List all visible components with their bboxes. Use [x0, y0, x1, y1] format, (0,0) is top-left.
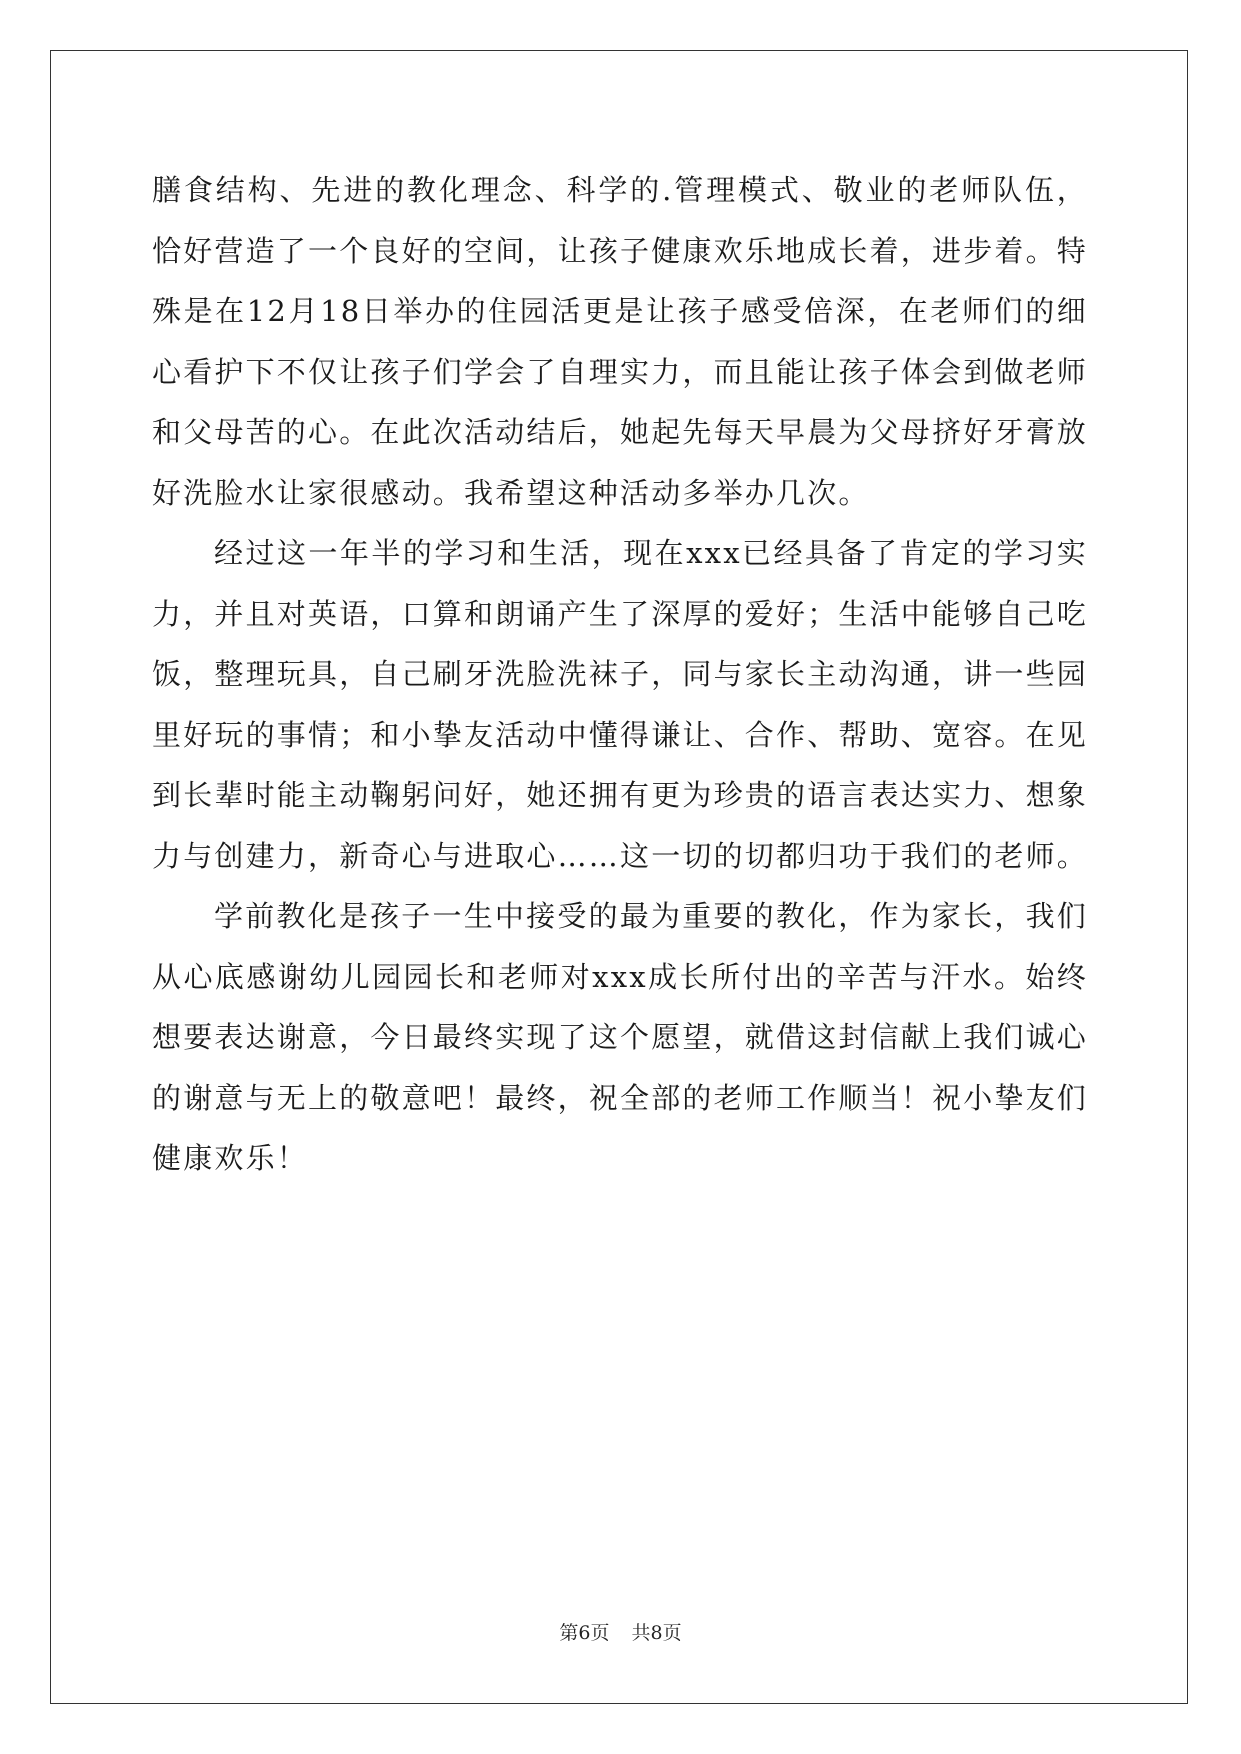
paragraph-3: 学前教化是孩子一生中接受的最为重要的教化，作为家长，我们从心底感谢幼儿园园长和老师对xxx成长所付出的辛苦与汗水。始终想要表达谢意，今日最终实现了这个愿望，就借这封信献上我们诚心的谢意与无上的敬意吧！最终，祝全部的老师工作顺当！祝小挚友们健康欢乐！ — [152, 899, 1089, 1175]
paragraph-2: 经过这一年半的学习和生活，现在xxx已经具备了肯定的学习实力，并且对英语，口算和朗诵产生了深厚的爱好；生活中能够自己吃饭，整理玩具，自己刷牙洗脸洗袜子，同与家长主动沟通，讲一些园里好玩的事情；和小挚友活动中懂得谦让、合作、帮助、宽容。在见到长辈时能主动鞠躬问好，她还拥有更为珍贵的语言表达实力、想象力与创建力，新奇心与进取心……这一切的切都归功于我们的老师。 — [152, 536, 1089, 873]
paragraph-1: 膳食结构、先进的教化理念、科学的.管理模式、敬业的老师队伍，恰好营造了一个良好的空间，让孩子健康欢乐地成长着，进步着。特殊是在12月18日举办的住园活更是让孩子感受倍深，在老师们的细心看护下不仅让孩子们学会了自理实力，而且能让孩子体会到做老师和父母苦的心。在此次活动结后，她起先每天早晨为父母挤好牙膏放好洗脸水让家很感动。我希望这种活动多举办几次。 — [152, 173, 1089, 510]
document-body — [152, 160, 1088, 1189]
page-total: 共8页 — [631, 1622, 682, 1644]
page-footer — [0, 1618, 1241, 1645]
page-number: 第6页 — [559, 1622, 610, 1644]
